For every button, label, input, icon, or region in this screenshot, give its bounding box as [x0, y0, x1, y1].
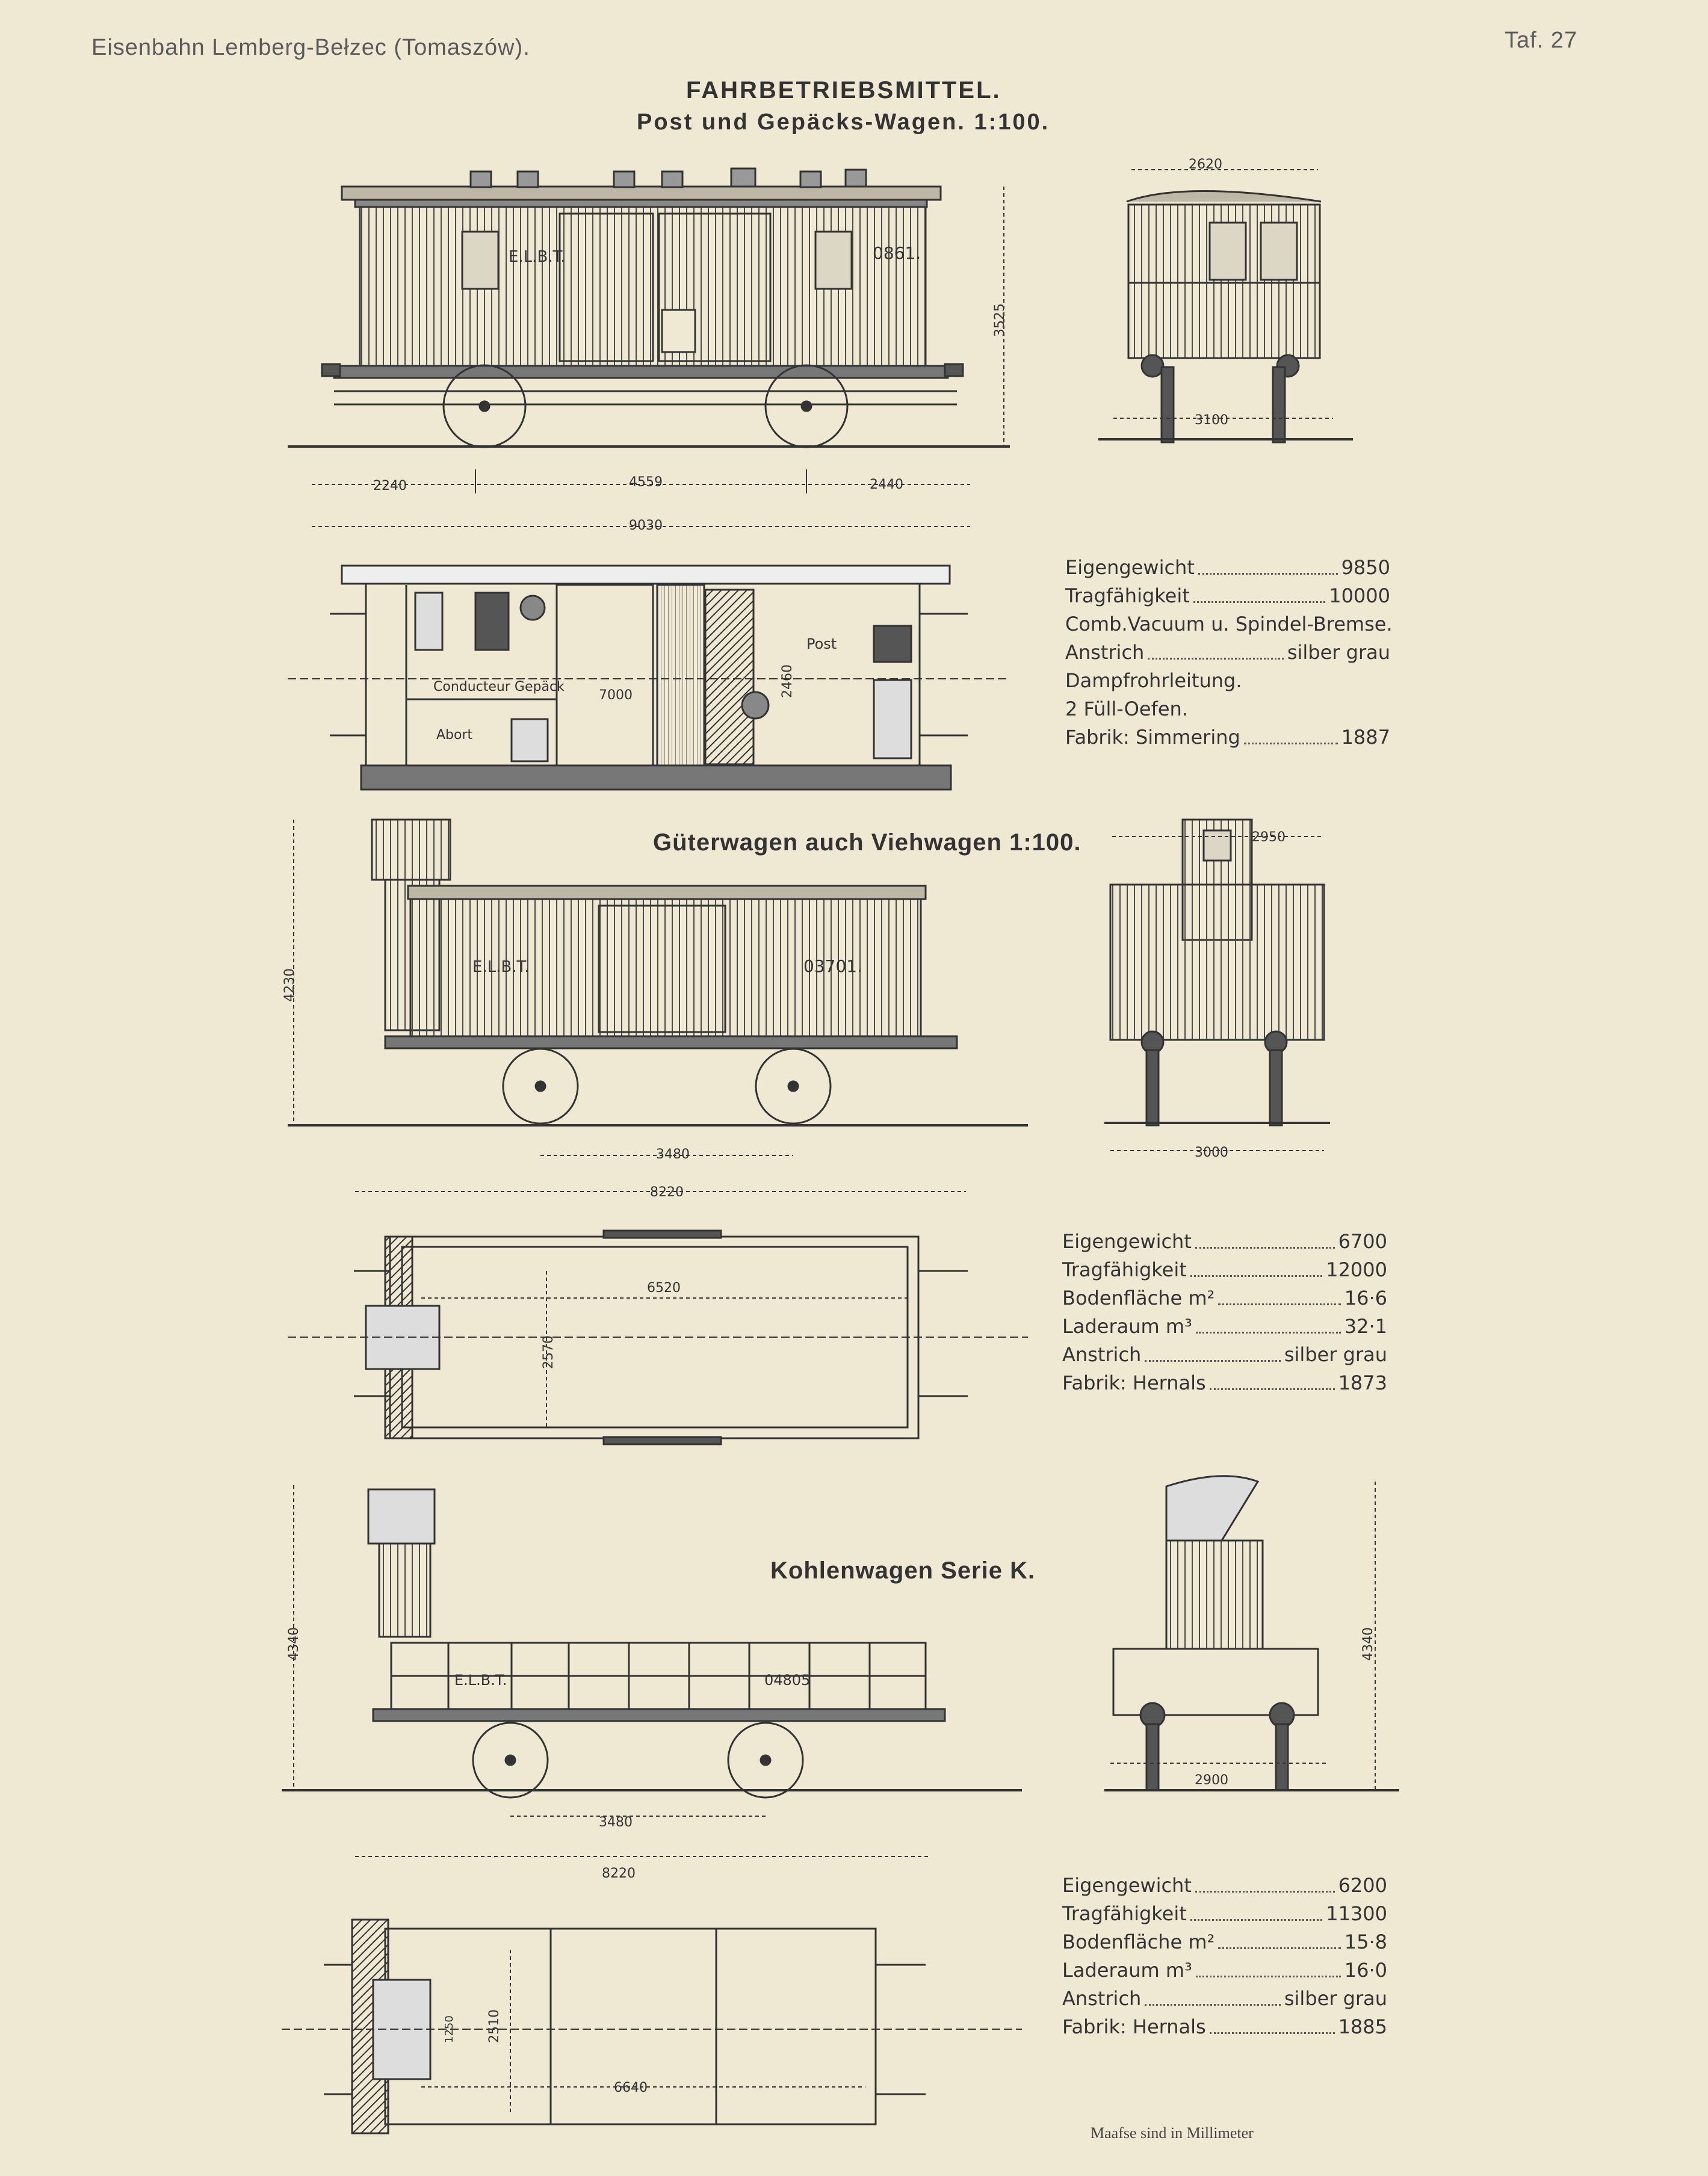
- post-width-top-dim: 2620: [1189, 157, 1222, 172]
- spec-value: silber grau: [1287, 641, 1390, 664]
- coal-section-title: Kohlenwagen Serie K.: [770, 1557, 1036, 1584]
- spec-value: silber grau: [1284, 1987, 1387, 2010]
- post-width-bottom-dim: 3100: [1195, 413, 1228, 428]
- spec-label: Eigengewicht: [1062, 1874, 1192, 1897]
- coal-wagon-specs: [1062, 1872, 1387, 2041]
- coal-height-dim: 4340: [286, 1627, 302, 1661]
- spec-label: 2 Füll-Oefen.: [1065, 697, 1188, 720]
- goods-wagon-plan: [288, 1231, 1028, 1444]
- post-body-marking: E.L.B.T.: [509, 248, 566, 266]
- spec-row: [1062, 1956, 1387, 1985]
- spec-label: Fabrik: Hernals: [1062, 1371, 1206, 1394]
- plate-number: Taf. 27: [1505, 28, 1578, 53]
- goods-width-top-dim: 2950: [1252, 830, 1286, 845]
- spec-label: Comb.Vacuum u. Spindel-Bremse.: [1065, 613, 1393, 635]
- coal-number: 04805: [764, 1672, 811, 1689]
- coal-length-dim: 8220: [602, 1866, 636, 1881]
- goods-wagon-end-view: [1104, 820, 1330, 1151]
- post-wheelbase-dim: 4559: [629, 475, 663, 490]
- spec-row: [1065, 667, 1390, 695]
- spec-value: 10000: [1329, 584, 1390, 607]
- spec-value: 9850: [1341, 556, 1390, 579]
- coal-wheelbase-dim: 3480: [599, 1815, 633, 1830]
- goods-plan-width-dim: 2570: [541, 1335, 556, 1369]
- goods-number: 03701.: [803, 956, 862, 976]
- post-plan-inner-dim: 7000: [599, 688, 633, 703]
- spec-row: [1065, 554, 1390, 582]
- spec-row: [1065, 582, 1390, 610]
- spec-row: [1062, 1928, 1387, 1956]
- post-room-post: Post: [806, 635, 837, 652]
- spec-row: [1065, 695, 1390, 723]
- post-wagon-plan: [288, 566, 1010, 790]
- coal-plan-length-dim: 6640: [614, 2080, 648, 2095]
- post-wagon-side-view: [288, 168, 1010, 527]
- spec-value: 16·6: [1344, 1287, 1387, 1309]
- page-title: FAHRBETRIEBSMITTEL.: [686, 77, 1001, 104]
- post-number: 0861.: [873, 243, 921, 263]
- spec-value: 15·8: [1344, 1930, 1387, 1953]
- spec-label: Bodenfläche m²: [1062, 1287, 1215, 1309]
- goods-width-bottom-dim: 3000: [1195, 1145, 1228, 1160]
- goods-wagon-side-view: [288, 820, 1028, 1192]
- spec-row: [1062, 1341, 1387, 1369]
- spec-row: [1062, 1256, 1387, 1284]
- page-subtitle: Post und Gepäcks-Wagen. 1:100.: [637, 110, 1050, 135]
- coal-cabin-dim: 1250: [443, 2015, 456, 2043]
- spec-row: [1062, 1228, 1387, 1256]
- spec-label: Tragfähigkeit: [1062, 1902, 1187, 1925]
- spec-label: Anstrich: [1062, 1343, 1142, 1366]
- spec-row: [1062, 1900, 1387, 1928]
- coal-width-bottom-dim: 2900: [1195, 1773, 1228, 1788]
- units-note: Maafse sind in Millimeter: [1091, 2124, 1254, 2142]
- coal-wagon-side-view: [282, 1485, 1022, 1856]
- spec-row: [1065, 638, 1390, 667]
- spec-value: 1885: [1338, 2015, 1387, 2038]
- goods-plan-length-dim: 6520: [647, 1281, 681, 1296]
- goods-body-marking: E.L.B.T.: [472, 958, 530, 976]
- spec-label: Eigengewicht: [1065, 556, 1195, 579]
- spec-row: [1065, 723, 1390, 752]
- spec-value: 32·1: [1344, 1315, 1387, 1338]
- spec-label: Anstrich: [1065, 641, 1145, 664]
- coal-body-marking: E.L.B.T.: [454, 1672, 507, 1689]
- goods-section-title: Güterwagen auch Viehwagen 1:100.: [653, 829, 1081, 856]
- spec-row: [1065, 610, 1393, 638]
- railway-name: Eisenbahn Lemberg-Bełzec (Tomaszów).: [91, 35, 530, 60]
- spec-row: [1062, 1369, 1387, 1397]
- spec-value: 6200: [1338, 1874, 1387, 1897]
- spec-label: Laderaum m³: [1062, 1959, 1192, 1982]
- spec-label: Eigengewicht: [1062, 1230, 1192, 1253]
- spec-label: Laderaum m³: [1062, 1315, 1192, 1338]
- spec-row: [1062, 1284, 1387, 1312]
- spec-value: 6700: [1338, 1230, 1387, 1253]
- spec-value: silber grau: [1284, 1343, 1387, 1366]
- spec-label: Fabrik: Hernals: [1062, 2015, 1206, 2038]
- post-length-dim: 9030: [629, 518, 663, 533]
- spec-value: 16·0: [1344, 1959, 1387, 1982]
- spec-value: 1887: [1341, 726, 1390, 749]
- post-room-abort: Abort: [436, 728, 473, 743]
- post-room-conducteur: Conducteur Gepäck: [433, 679, 565, 694]
- post-wagon-specs: [1065, 554, 1393, 752]
- spec-label: Fabrik: Simmering: [1065, 726, 1240, 749]
- coal-wagon-end-view: [1104, 1476, 1399, 1790]
- post-plan-width-dim: 2460: [780, 664, 795, 698]
- spec-value: 1873: [1338, 1371, 1387, 1394]
- goods-length-dim: 8220: [650, 1185, 684, 1200]
- spec-value: 11300: [1326, 1902, 1387, 1925]
- goods-wheelbase-dim: 3480: [656, 1147, 690, 1162]
- spec-label: Anstrich: [1062, 1987, 1142, 2010]
- spec-label: Tragfähigkeit: [1065, 584, 1190, 607]
- post-overhang-left-dim: 2240: [373, 478, 407, 493]
- coal-plan-width-dim: 2510: [487, 2009, 502, 2043]
- spec-label: Bodenfläche m²: [1062, 1930, 1215, 1953]
- goods-wagon-specs: [1062, 1228, 1387, 1397]
- coal-wagon-plan: [282, 1920, 1022, 2133]
- post-height-dim: 3525: [992, 303, 1007, 337]
- spec-row: [1062, 1312, 1387, 1341]
- goods-height-dim: 4230: [282, 968, 297, 1002]
- spec-row: [1062, 1985, 1387, 2013]
- spec-row: [1062, 2013, 1387, 2041]
- post-overhang-right-dim: 2440: [870, 477, 903, 492]
- spec-label: Tragfähigkeit: [1062, 1258, 1187, 1281]
- spec-row: [1062, 1872, 1387, 1900]
- spec-label: Dampfrohrleitung.: [1065, 669, 1242, 692]
- post-wagon-end-view: [1098, 170, 1353, 442]
- coal-end-height-dim: 4340: [1361, 1627, 1376, 1661]
- spec-value: 12000: [1326, 1258, 1387, 1281]
